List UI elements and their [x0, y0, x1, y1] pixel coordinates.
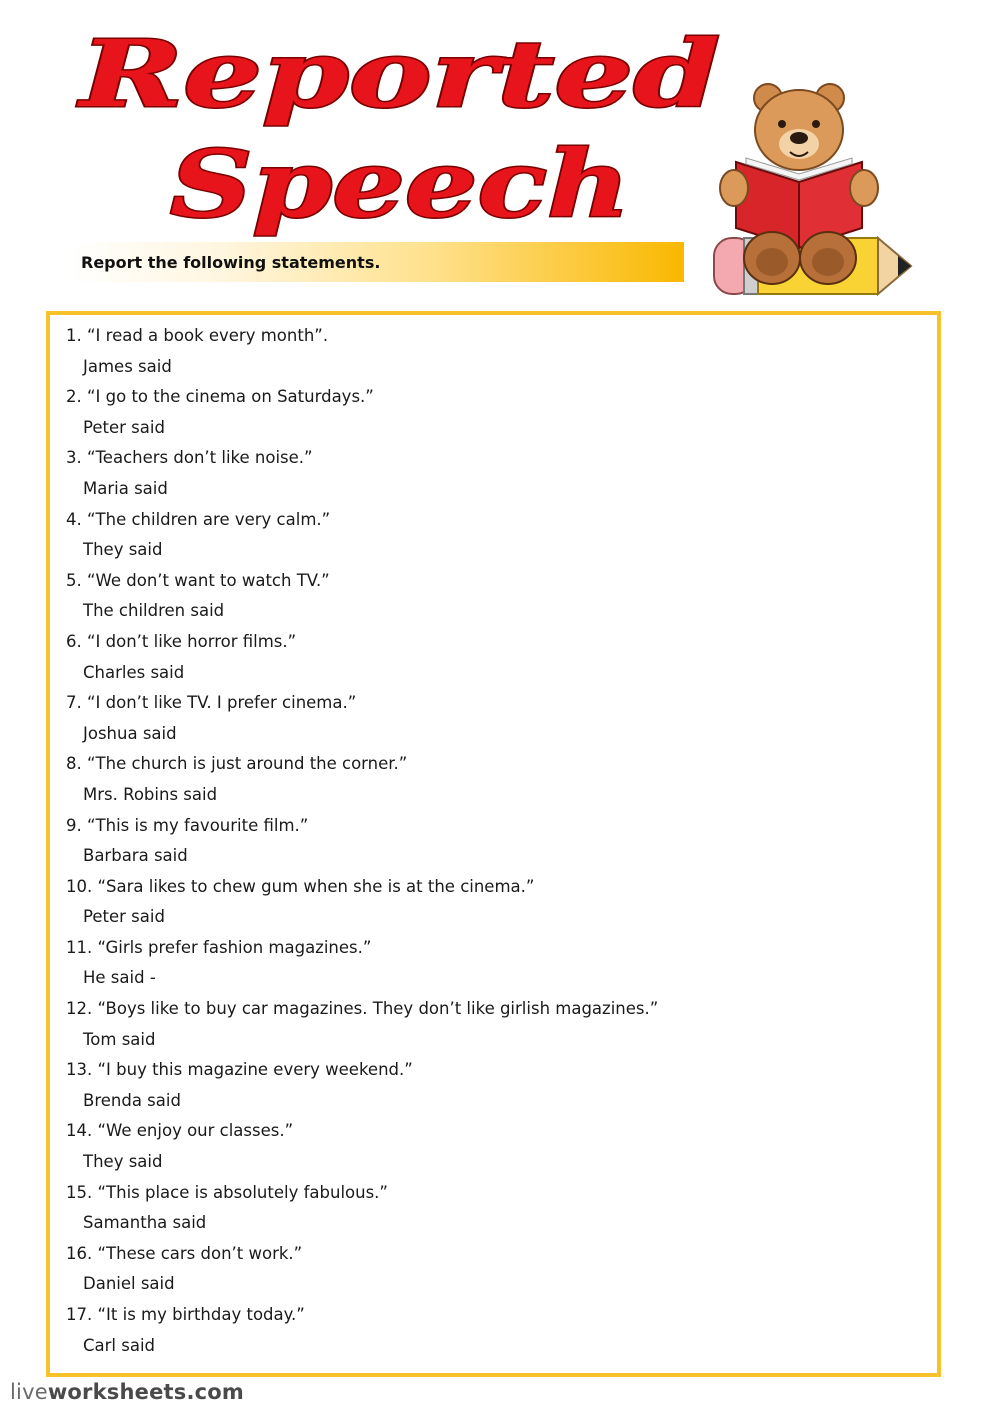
exercise-answer-prompt: The children said [83, 601, 225, 621]
exercise-statement: 16. “These cars don’t work.” [66, 1243, 303, 1263]
exercise-statement: 8. “The church is just around the corner.” [66, 754, 408, 774]
exercise-statement: 14. “We enjoy our classes.” [66, 1121, 294, 1141]
exercise-statement: 10. “Sara likes to chew gum when she is at the cinema.” [66, 876, 535, 896]
exercise-statement: 2. “I go to the cinema on Saturdays.” [66, 387, 374, 407]
exercise-statement: 12. “Boys like to buy car magazines. They don’t like girlish magazines.” [66, 999, 659, 1019]
exercise-answer-prompt: Tom said [83, 1029, 156, 1049]
worksheet-title [70, 18, 750, 238]
title-line-speech: Speech [170, 130, 630, 238]
exercise-answer-prompt: Brenda said [83, 1090, 181, 1110]
footer-brand-worksheets: worksheets.com [47, 1380, 244, 1404]
exercise-statement: 6. “I don’t like horror films.” [66, 631, 297, 651]
title-line-reported: Reported [75, 20, 721, 128]
footer-brand-live: live [10, 1380, 48, 1404]
exercise-statement: 5. “We don’t want to watch TV.” [66, 570, 330, 590]
exercise-answer-prompt: They said [83, 1152, 163, 1172]
exercise-statement: 3. “Teachers don’t like noise.” [66, 448, 313, 468]
exercise-answer-prompt: Peter said [83, 907, 165, 927]
exercise-answer-prompt: He said - [83, 968, 156, 988]
exercise-list [66, 321, 926, 1361]
exercise-statement: 17. “It is my birthday today.” [66, 1305, 305, 1324]
exercise-statement: 7. “I don’t like TV. I prefer cinema.” [66, 693, 357, 713]
exercise-answer-prompt: Charles said [83, 662, 185, 682]
instruction-banner [68, 242, 684, 282]
teddy-bear-reading-book-on-pencil-icon [706, 78, 918, 298]
exercise-answer-prompt: Maria said [83, 478, 168, 498]
exercise-statement: 9. “This is my favourite film.” [66, 815, 309, 835]
exercise-answer-prompt: Carl said [83, 1335, 156, 1355]
exercise-answer-prompt: Peter said [83, 417, 165, 437]
exercise-answer-prompt: James said [83, 356, 172, 376]
exercise-statement: 13. “I buy this magazine every weekend.” [66, 1060, 413, 1080]
exercise-statement: 1. “I read a book every month”. [66, 326, 329, 345]
exercise-answer-prompt: Samantha said [83, 1213, 207, 1233]
exercise-statement: 11. “Girls prefer fashion magazines.” [66, 937, 372, 957]
footer-brand [10, 1380, 244, 1404]
exercise-box [46, 311, 941, 1377]
instruction-text: Report the following statements. [81, 252, 381, 272]
exercise-answer-prompt: Daniel said [83, 1274, 175, 1294]
exercise-statement: 4. “The children are very calm.” [66, 509, 331, 529]
exercise-answer-prompt: They said [83, 540, 163, 560]
exercise-statement: 15. “This place is absolutely fabulous.” [66, 1182, 388, 1202]
exercise-answer-prompt: Joshua said [83, 723, 177, 743]
exercise-answer-prompt: Barbara said [83, 846, 188, 866]
exercise-answer-prompt: Mrs. Robins said [83, 784, 218, 804]
